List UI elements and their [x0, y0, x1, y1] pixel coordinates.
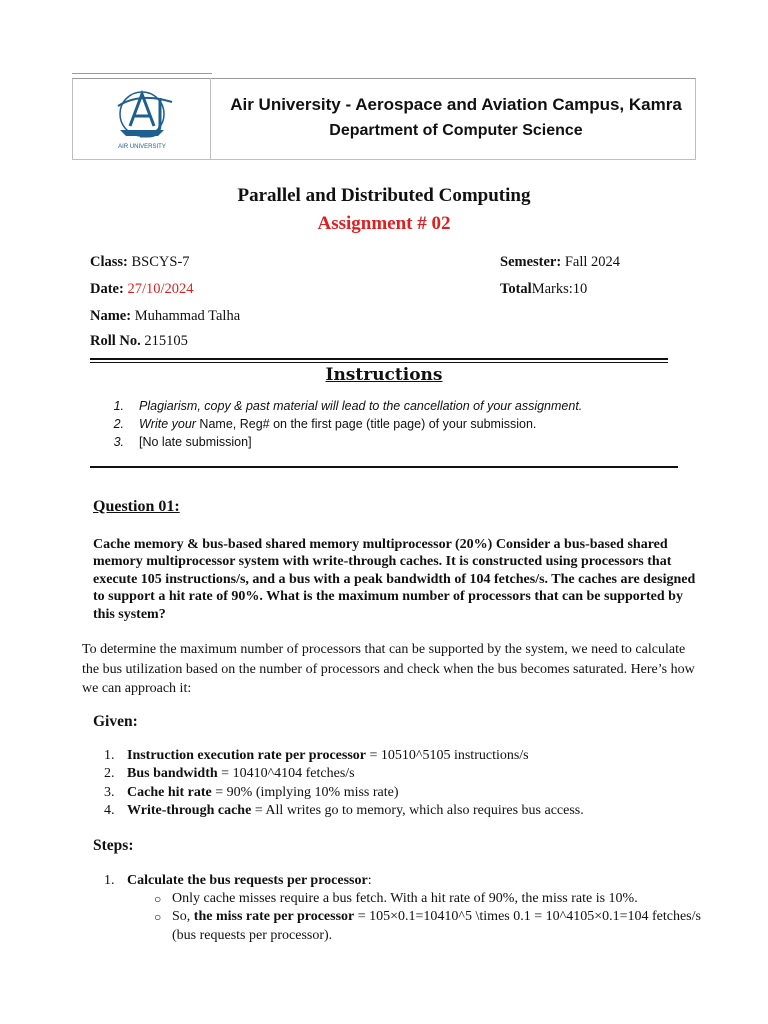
class-value: BSCYS-7: [131, 254, 190, 270]
header-divider: [210, 78, 211, 160]
steps-heading: Steps:: [93, 837, 134, 854]
instructions-rule-top: [90, 358, 668, 360]
class-field: [90, 254, 190, 271]
given-item: [104, 765, 707, 783]
given-number: 1.: [104, 748, 115, 763]
step-item: [104, 872, 707, 890]
question-title: Question 01:: [93, 498, 180, 515]
bullet-text-prefix: So,: [172, 909, 194, 925]
name-label: Name:: [90, 308, 132, 324]
semester-value: Fall 2024: [564, 254, 620, 270]
instruction-number: 3.: [113, 435, 124, 449]
semester-field: [500, 254, 620, 271]
bullet-icon: ○: [154, 892, 162, 906]
given-list: [104, 747, 707, 820]
instructions-rule-top-thin: [90, 362, 668, 363]
given-item: [104, 802, 707, 820]
roll-field: [90, 333, 188, 350]
bullet-text-bold: the miss rate per processor: [193, 909, 355, 925]
date-label: Date:: [90, 281, 124, 297]
instruction-text: [No late submission]: [139, 435, 252, 449]
given-number: 2.: [104, 766, 115, 782]
date-field: [90, 281, 194, 298]
instruction-item: [110, 435, 710, 453]
given-value: = 10510^5105 instructions/s: [366, 748, 529, 763]
given-item: [104, 784, 707, 802]
instruction-text: Name, Reg# on the first page (title page) of your submission.: [195, 417, 537, 431]
roll-label: Roll No.: [90, 333, 141, 349]
step-number: 1.: [104, 873, 115, 888]
bullet-text: = 105×0.1=10410^5 \times 0.1 = 10^4105×0.1=104 fetches/s (bus requests per processor).: [172, 909, 701, 943]
step-bullet: [154, 908, 702, 945]
given-label: Bus bandwidth: [127, 766, 218, 782]
answer-intro: To determine the maximum number of processors that can be supported by the system, we need to calculate the bus utilization based on the number of processors and check when the bus becomes saturated. Here’s how we can approach it:: [82, 642, 695, 696]
total-marks-field: [500, 281, 587, 298]
instruction-number: 2.: [113, 417, 124, 431]
step-bullet: [154, 890, 702, 908]
given-value: = 10410^4104 fetches/s: [217, 766, 355, 782]
roll-value: 215105: [144, 333, 188, 349]
given-label: Cache hit rate: [127, 784, 212, 800]
class-label: Class:: [90, 254, 128, 270]
given-value: = All writes go to memory, which also requires bus access.: [251, 802, 584, 818]
total-label: Total: [500, 281, 532, 297]
step-bullets: [154, 890, 702, 945]
header-top-rule: [72, 73, 212, 74]
given-label: Write-through cache: [127, 802, 252, 818]
bullet-icon: ○: [154, 910, 162, 925]
university-logo: [100, 84, 184, 154]
assignment-title: Assignment # 02: [317, 213, 451, 234]
instructions-list: [110, 399, 710, 453]
instruction-number: 1.: [113, 399, 124, 413]
total-value: Marks:10: [531, 281, 588, 297]
given-label: Instruction execution rate per processor: [127, 748, 366, 763]
question-text: Cache memory & bus-based shared memory multiprocessor (20%) Consider a bus-based shared memory multiprocessor system with write-through caches. It is constructed using processors that execute 105 instructions/s, and a bus with a peak bandwidth of 104 fetches/s. The caches are designed to support a hit rate of 90%. What is the maximum number of processors that can be supported by this system?: [93, 537, 696, 622]
course-title: Parallel and Distributed Computing: [237, 185, 531, 206]
instructions-title: Instructions: [325, 365, 443, 385]
given-value: = 90% (implying 10% miss rate): [211, 784, 399, 800]
name-value: Muhammad Talha: [134, 308, 241, 324]
instruction-item: [110, 417, 710, 435]
step-suffix: :: [367, 873, 372, 888]
given-number: 3.: [104, 784, 115, 800]
instructions-rule-bottom: [90, 466, 678, 468]
instruction-text: Plagiarism, copy & past material will lead to the cancellation of your assignment.: [139, 399, 583, 413]
department-name: Department of Computer Science: [329, 122, 583, 139]
step-label: Calculate the bus requests per processor: [127, 873, 368, 888]
name-field: [90, 308, 240, 325]
given-item: [104, 747, 707, 765]
given-heading: Given:: [93, 713, 138, 730]
date-value: 27/10/2024: [127, 281, 194, 297]
logo-text: AIR UNIVERSITY: [118, 144, 166, 150]
given-number: 4.: [104, 802, 115, 818]
instruction-item: [110, 399, 710, 417]
bullet-text: Only cache misses require a bus fetch. With a hit rate of 90%, the miss rate is 10%.: [172, 891, 638, 906]
university-name: Air University - Aerospace and Aviation Campus, Kamra: [230, 95, 682, 114]
semester-label: Semester:: [500, 254, 562, 270]
steps-list: [104, 872, 707, 890]
instruction-text-prefix: Write your: [139, 417, 196, 431]
